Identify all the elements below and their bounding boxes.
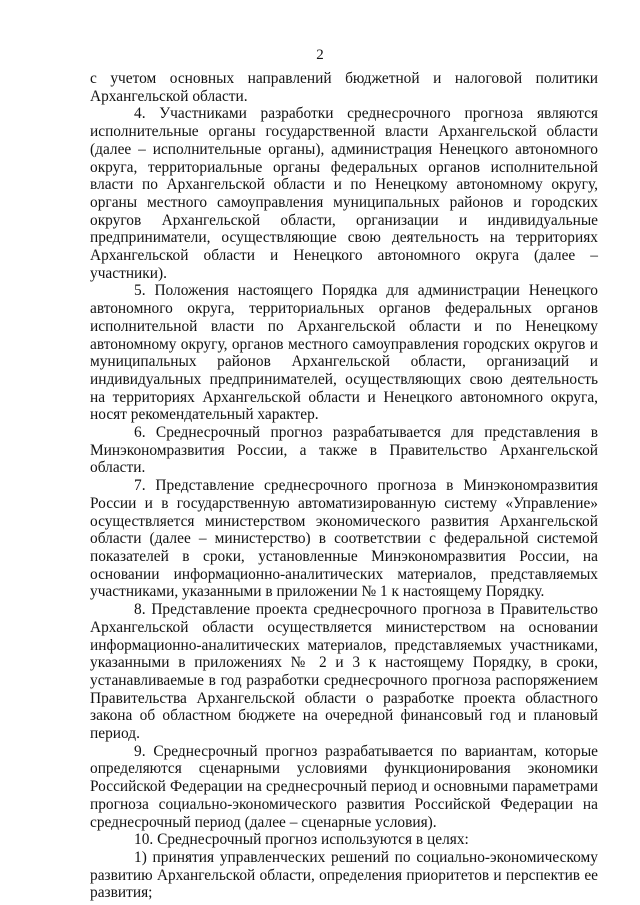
paragraph-8: 8. Представление проекта среднесрочного прогноза в Правительство Архангельской области осуществляется министерством на основании информационно-аналитических материалов, представляемых участниками, указанными в приложениях № 2 и 3 к настоящему Порядку, в сроки, устанавливаемые в год разработки среднесрочного прогноза распоряжением Правительства Архангельской области о разработке проекта областного закона об областном бюджете на очередной финансовый год и плановый период. xyxy=(90,601,598,743)
paragraph-4: 4. Участниками разработки среднесрочного прогноза являются исполнительные органы государственной власти Архангельской области (далее – исполнительные органы), администрация Ненецкого автономного округа, территориальные органы федеральных органов исполнительной власти по Архангельской области и по Ненецкому автономному округу, органы местного самоуправления муниципальных районов и городских округов Архангельской области, организации и индивидуальные предприниматели, осуществляющие свою деятельность на территориях Архангельской области и Ненецкого автономного округа (далее – участники). xyxy=(90,105,598,282)
paragraph-6: 6. Среднесрочный прогноз разрабатывается для представления в Минэкономразвития России, а также в Правительство Архангельской области. xyxy=(90,424,598,477)
paragraph-7: 7. Представление среднесрочного прогноза в Минэкономразвития России и в государственную автоматизированную систему «Управление» осуществляется министерством экономического развития Архангельской области (далее – министерство) в соответствии с федеральной системой показателей в сроки, установленные Минэкономразвития России, на основании информационно-аналитических материалов, представляемых участниками, указанными в приложении № 1 к настоящему Порядку. xyxy=(90,477,598,601)
paragraph-10-item-1: 1) принятия управленческих решений по социально-экономическому развитию Архангельской области, определения приоритетов и перспектив ее развития; xyxy=(90,848,598,902)
document-body xyxy=(90,70,598,902)
paragraph-5: 5. Положения настоящего Порядка для администрации Ненецкого автономного округа, территориальных органов федеральных органов исполнительной власти по Архангельской области и по Ненецкому автономному округу, органов местного самоуправления городских округов и муниципальных районов Архангельской области, организаций и индивидуальных предпринимателей, осуществляющих свою деятельность на территориях Архангельской области и Ненецкого автономного округа, носят рекомендательный характер. xyxy=(90,282,598,424)
paragraph-9: 9. Среднесрочный прогноз разрабатывается по вариантам, которые определяются сценарными условиями функционирования экономики Российской Федерации на среднесрочный период и основными параметрами прогноза социально-экономического развития Российской Федерации на среднесрочный период (далее – сценарные условия). xyxy=(90,742,598,831)
paragraph-continuation: с учетом основных направлений бюджетной и налоговой политики Архангельской области. xyxy=(90,70,598,105)
page-number: 2 xyxy=(316,47,324,63)
paragraph-10: 10. Среднесрочный прогноз используются в целях: xyxy=(134,831,469,849)
